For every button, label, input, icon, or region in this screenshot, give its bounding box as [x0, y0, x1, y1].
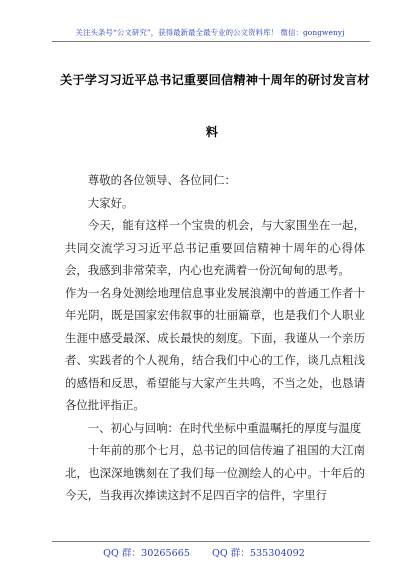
salutation: 尊敬的各位领导、各位同仁： — [87, 173, 236, 187]
section-heading: 一、初心与回响：在时代坐标中重温嘱托的厚度与温度 — [87, 420, 362, 435]
footer-divider — [52, 541, 370, 542]
greeting: 大家好。 — [87, 195, 134, 210]
paragraph: 十年前的那个七月，总书记的回信传遍了祖国的大江南北，也深深地镌刻在了我们每一位测绘人的心中。十年后的今天，当我再次捧读这封不足四百字的信件，字里行 — [65, 443, 365, 502]
paragraph: 今天，能有这样一个宝贵的机会，与大家围坐在一起，共同交流学习习近平总书记重要回信精神十周年的心得体会，我感到非常荣幸，内心也充满着一份沉甸甸的思考。 — [65, 218, 365, 277]
document-body — [65, 169, 365, 507]
footer — [0, 545, 408, 559]
document-title-line-1: 关于学习习近平总书记重要回信精神十周年的研讨发言材 — [60, 73, 370, 87]
footer-qq-group-2: QQ 群：535304092 — [211, 548, 305, 559]
header-divider — [52, 41, 370, 42]
footer-qq-group-1: QQ 群：30265665 — [103, 548, 190, 559]
paragraph: 作为一名身处测绘地理信息事业发展浪潮中的普通工作者十年光阴，既是国家宏伟叙事的壮丽篇章，也是我们个人职业生涯中感受最深、成长最快的刻度。下面，我谨从一个亲历者、实践者的个人视角，结合我们中心的工作，谈几点粗浅的感悟和反思，希望能与大家产生共鸣，不当之处，也恳请各位批评指正。 — [65, 285, 365, 412]
header-banner: 关注头条号“公文研究”，获得最新最全最专业的公文资料库！ 微信：gongwenyj — [75, 28, 345, 37]
document-title-line-2: 料 — [205, 125, 219, 139]
